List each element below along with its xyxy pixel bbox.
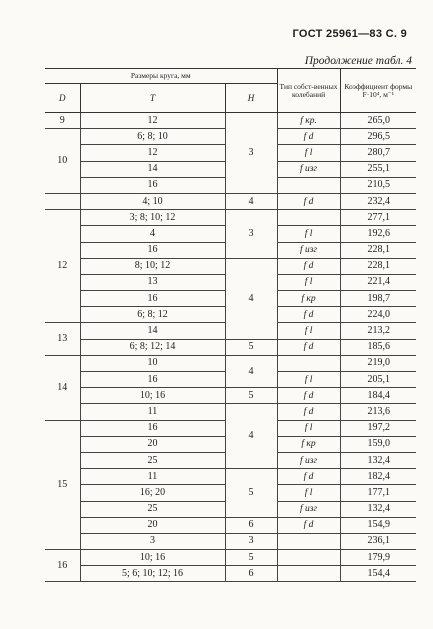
cell-coefficient: 132,4 [340, 452, 416, 468]
cell-coefficient: 197,2 [340, 420, 416, 436]
cell-coefficient: 154,9 [340, 517, 416, 533]
cell-coefficient: 277,1 [340, 210, 416, 226]
table-body [45, 113, 416, 582]
cell-vibration-type: f l [277, 274, 340, 290]
cell-vibration-type: f l [277, 372, 340, 388]
cell-h: 4 [225, 404, 277, 469]
table-head [45, 69, 416, 113]
cell-t: 12 [80, 145, 225, 161]
table-row [45, 404, 416, 420]
cell-coefficient: 219,0 [340, 355, 416, 371]
cell-vibration-type: f l [277, 420, 340, 436]
table-row [45, 550, 416, 566]
table-row [45, 355, 416, 371]
cell-t: 14 [80, 161, 225, 177]
cell-coefficient: 221,4 [340, 274, 416, 290]
cell-vibration-type: f d [277, 258, 340, 274]
cell-t: 16 [80, 242, 225, 258]
cell-h: 6 [225, 566, 277, 582]
cell-d: 9 [45, 113, 80, 129]
cell-coefficient: 179,9 [340, 550, 416, 566]
cell-coefficient: 177,1 [340, 485, 416, 501]
cell-h: 5 [225, 469, 277, 518]
cell-vibration-type: f кр. [277, 113, 340, 129]
table-row [45, 517, 416, 533]
cell-vibration-type [277, 566, 340, 582]
table-continuation-label: Продолжение табл. 4 [304, 55, 412, 67]
cell-vibration-type [277, 533, 340, 549]
table-row [45, 113, 416, 129]
cell-t: 13 [80, 274, 225, 290]
cell-t: 20 [80, 517, 225, 533]
cell-t: 4 [80, 226, 225, 242]
cell-vibration-type: f изг [277, 242, 340, 258]
cell-coefficient: 265,0 [340, 113, 416, 129]
table-row [45, 566, 416, 582]
cell-t: 12 [80, 113, 225, 129]
cell-vibration-type: f d [277, 404, 340, 420]
cell-t: 25 [80, 501, 225, 517]
cell-vibration-type: f l [277, 485, 340, 501]
cell-coefficient: 182,4 [340, 469, 416, 485]
cell-vibration-type: f d [277, 339, 340, 355]
cell-vibration-type: f d [277, 193, 340, 209]
cell-t: 25 [80, 452, 225, 468]
cell-t: 16 [80, 420, 225, 436]
cell-d: 13 [45, 323, 80, 355]
cell-h: 3 [225, 210, 277, 259]
cell-h: 5 [225, 388, 277, 404]
cell-t: 8; 10; 12 [80, 258, 225, 274]
cell-vibration-type: f d [277, 307, 340, 323]
cell-t: 16; 20 [80, 485, 225, 501]
document-header: ГОСТ 25961—83 С. 9 [292, 28, 407, 40]
cell-d [45, 193, 80, 209]
cell-coefficient: 228,1 [340, 242, 416, 258]
table-row [45, 210, 416, 226]
header-d: D [45, 84, 80, 113]
header-shape-coefficient: Коэффициент формы F·10⁴, м⁻¹ [340, 69, 416, 113]
cell-t: 10; 16 [80, 550, 225, 566]
cell-t: 10; 16 [80, 388, 225, 404]
cell-h: 4 [225, 258, 277, 339]
cell-coefficient: 228,1 [340, 258, 416, 274]
cell-vibration-type: f изг [277, 161, 340, 177]
cell-t: 3 [80, 533, 225, 549]
cell-d: 10 [45, 129, 80, 194]
cell-t: 16 [80, 372, 225, 388]
cell-vibration-type: f d [277, 469, 340, 485]
cell-vibration-type: f изг [277, 501, 340, 517]
cell-t: 5; 6; 10; 12; 16 [80, 566, 225, 582]
header-t: T [80, 84, 225, 113]
cell-d: 12 [45, 210, 80, 323]
header-circle-dimensions: Размеры круга, мм [45, 69, 277, 84]
cell-t: 6; 8; 12; 14 [80, 339, 225, 355]
cell-d: 14 [45, 355, 80, 420]
cell-vibration-type: f d [277, 129, 340, 145]
cell-coefficient: 205,1 [340, 372, 416, 388]
cell-h: 4 [225, 355, 277, 387]
cell-t: 11 [80, 469, 225, 485]
cell-t: 16 [80, 291, 225, 307]
cell-coefficient: 210,5 [340, 177, 416, 193]
cell-t: 11 [80, 404, 225, 420]
table-row [45, 533, 416, 549]
cell-h: 5 [225, 550, 277, 566]
cell-t: 4; 10 [80, 193, 225, 209]
cell-coefficient: 213,2 [340, 323, 416, 339]
cell-h: 3 [225, 533, 277, 549]
cell-coefficient: 154,4 [340, 566, 416, 582]
cell-coefficient: 213,6 [340, 404, 416, 420]
header-vibration-type: Тип собст-венных колебаний [277, 69, 340, 113]
cell-t: 16 [80, 177, 225, 193]
table-row [45, 469, 416, 485]
cell-t: 6; 8; 10 [80, 129, 225, 145]
cell-vibration-type: f изг [277, 452, 340, 468]
cell-vibration-type: f кр [277, 436, 340, 452]
shape-coefficient-table [45, 68, 416, 582]
table-row [45, 193, 416, 209]
cell-h: 3 [225, 113, 277, 194]
table-row [45, 388, 416, 404]
cell-coefficient: 132,4 [340, 501, 416, 517]
cell-vibration-type: f l [277, 226, 340, 242]
cell-coefficient: 159,0 [340, 436, 416, 452]
cell-coefficient: 236,1 [340, 533, 416, 549]
cell-vibration-type: f l [277, 145, 340, 161]
cell-coefficient: 232,4 [340, 193, 416, 209]
cell-coefficient: 296,5 [340, 129, 416, 145]
cell-t: 20 [80, 436, 225, 452]
cell-vibration-type [277, 177, 340, 193]
cell-coefficient: 185,6 [340, 339, 416, 355]
cell-d: 15 [45, 420, 80, 550]
cell-t: 6; 8; 12 [80, 307, 225, 323]
cell-vibration-type: f кр [277, 291, 340, 307]
cell-coefficient: 192,6 [340, 226, 416, 242]
cell-vibration-type [277, 550, 340, 566]
cell-t: 10 [80, 355, 225, 371]
cell-vibration-type: f l [277, 323, 340, 339]
cell-t: 3; 8; 10; 12 [80, 210, 225, 226]
cell-vibration-type: f d [277, 388, 340, 404]
cell-coefficient: 198,7 [340, 291, 416, 307]
cell-coefficient: 280,7 [340, 145, 416, 161]
cell-h: 5 [225, 339, 277, 355]
table-row [45, 258, 416, 274]
cell-vibration-type [277, 210, 340, 226]
cell-vibration-type [277, 355, 340, 371]
table-row [45, 339, 416, 355]
cell-vibration-type: f d [277, 517, 340, 533]
cell-t: 14 [80, 323, 225, 339]
header-h: H [225, 84, 277, 113]
cell-h: 4 [225, 193, 277, 209]
cell-coefficient: 255,1 [340, 161, 416, 177]
cell-d: 16 [45, 550, 80, 582]
cell-coefficient: 224,0 [340, 307, 416, 323]
cell-h: 6 [225, 517, 277, 533]
cell-coefficient: 184,4 [340, 388, 416, 404]
